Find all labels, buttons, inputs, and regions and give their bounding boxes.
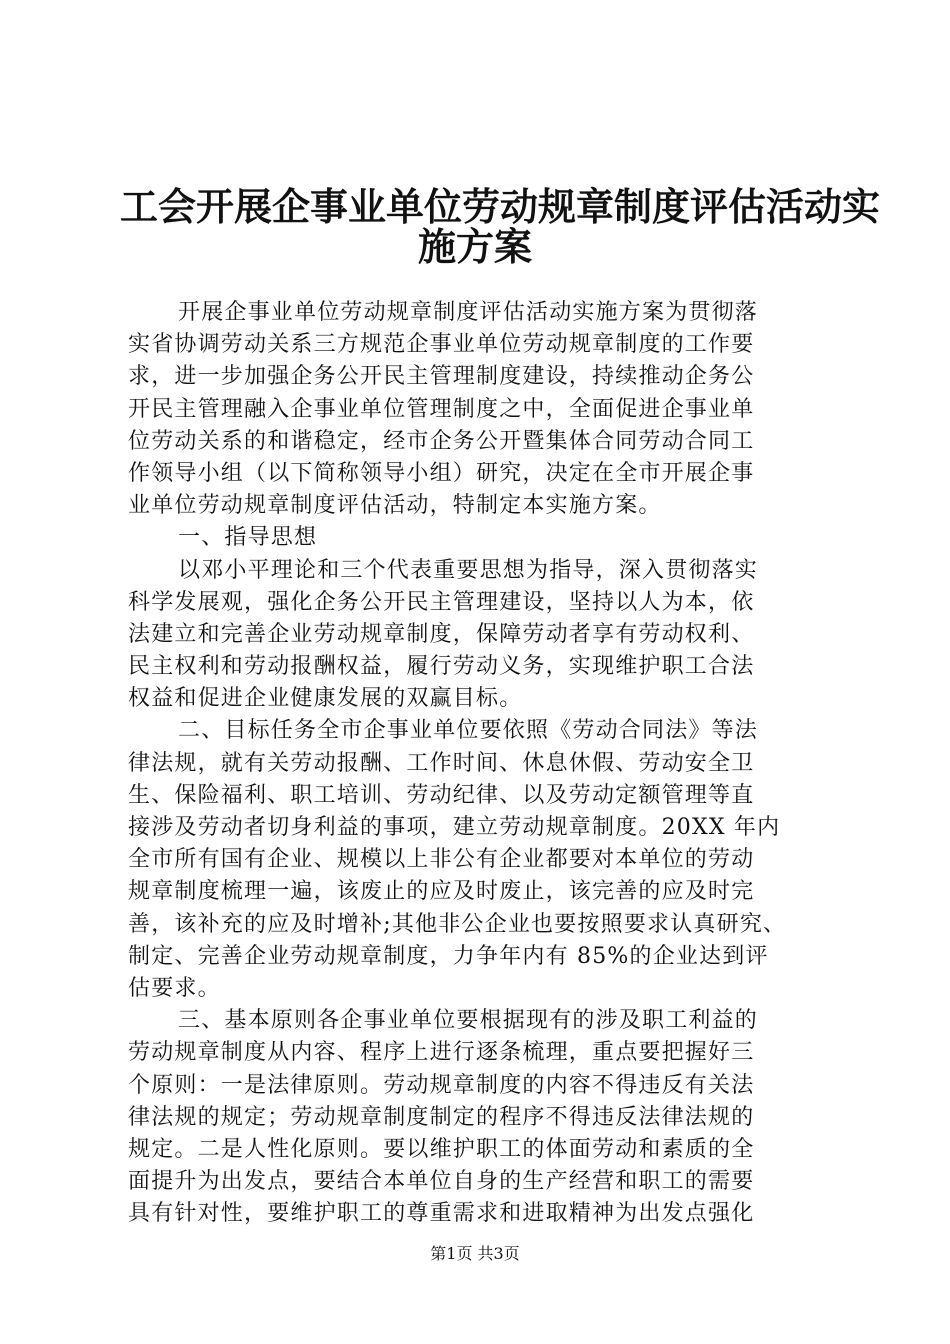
paragraph-line: 个原则：一是法律原则。劳动规章制度的内容不得违反有关法: [128, 1072, 755, 1098]
paragraph-line: 权益和促进企业健康发展的双赢目标。: [128, 686, 523, 712]
paragraph-line: 民主权利和劳动报酬权益，履行劳动义务，实现维护职工合法: [128, 654, 755, 680]
paragraph-line: 求，进一步加强企务公开民主管理制度建设，持续推动企务公: [128, 364, 755, 390]
paragraph-line: 规章制度梳理一遍，该废止的应及时废止，该完善的应及时完: [128, 879, 755, 905]
section-heading: 一、指导思想: [178, 525, 318, 551]
paragraph-line: 律法规的规定；劳动规章制度制定的程序不得违反法律法规的: [128, 1104, 755, 1130]
paragraph-line: 开民主管理融入企事业单位管理制度之中，全面促进企事业单: [128, 396, 755, 422]
paragraph-line: 具有针对性，要维护职工的尊重需求和进取精神为出发点强化: [128, 1201, 755, 1227]
paragraph-line: 位劳动关系的和谐稳定，经市企务公开暨集体合同劳动合同工: [128, 428, 755, 454]
paragraph-line: 作领导小组（以下简称领导小组）研究，决定在全市开展企事: [128, 460, 755, 486]
paragraph-line: 生、保险福利、职工培训、劳动纪律、以及劳动定额管理等直: [128, 782, 755, 808]
paragraph-line: 三、基本原则各企事业单位要根据现有的涉及职工利益的: [178, 1008, 759, 1034]
document-body: [128, 297, 828, 1230]
paragraph-line: 以邓小平理论和三个代表重要思想为指导，深入贯彻落实: [178, 557, 759, 583]
paragraph-line: 制定、完善企业劳动规章制度，力争年内有 85%的企业达到评: [128, 943, 769, 969]
paragraph-line: 实省协调劳动关系三方规范企事业单位劳动规章制度的工作要: [128, 332, 755, 358]
paragraph-line: 开展企事业单位劳动规章制度评估活动实施方案为贯彻落: [178, 300, 759, 325]
paragraph-line: 律法规，就有关劳动报酬、工作时间、休息休假、劳动安全卫: [128, 750, 755, 776]
paragraph-line: 善，该补充的应及时增补;其他非公企业也要按照要求认真研究、: [128, 911, 787, 937]
page-footer: 第1页 共3页: [430, 1244, 520, 1263]
paragraph-line: 接涉及劳动者切身利益的事项，建立劳动规章制度。20XX 年内: [128, 815, 781, 840]
paragraph-line: 规定。二是人性化原则。要以维护职工的体面劳动和素质的全: [128, 1136, 755, 1162]
paragraph-line: 劳动规章制度从内容、程序上进行逐条梳理，重点要把握好三: [128, 1040, 755, 1066]
document-title-line-1: 工会开展企事业单位劳动规章制度评估活动实: [120, 184, 881, 229]
paragraph-line: 面提升为出发点，要结合本单位自身的生产经营和职工的需要: [128, 1169, 755, 1195]
paragraph-line: 估要求。: [128, 975, 221, 1001]
document-title-line-2: 施方案: [417, 224, 532, 269]
paragraph-line: 全市所有国有企业、规模以上非公有企业都要对本单位的劳动: [128, 847, 755, 873]
paragraph-line: 二、目标任务全市企事业单位要依照《劳动合同法》等法: [178, 718, 759, 744]
paragraph-line: 业单位劳动规章制度评估活动，特制定本实施方案。: [128, 493, 662, 519]
paragraph-line: 法建立和完善企业劳动规章制度，保障劳动者享有劳动权利、: [128, 621, 755, 647]
paragraph-line: 科学发展观，强化企务公开民主管理建设，坚持以人为本，依: [128, 589, 755, 615]
